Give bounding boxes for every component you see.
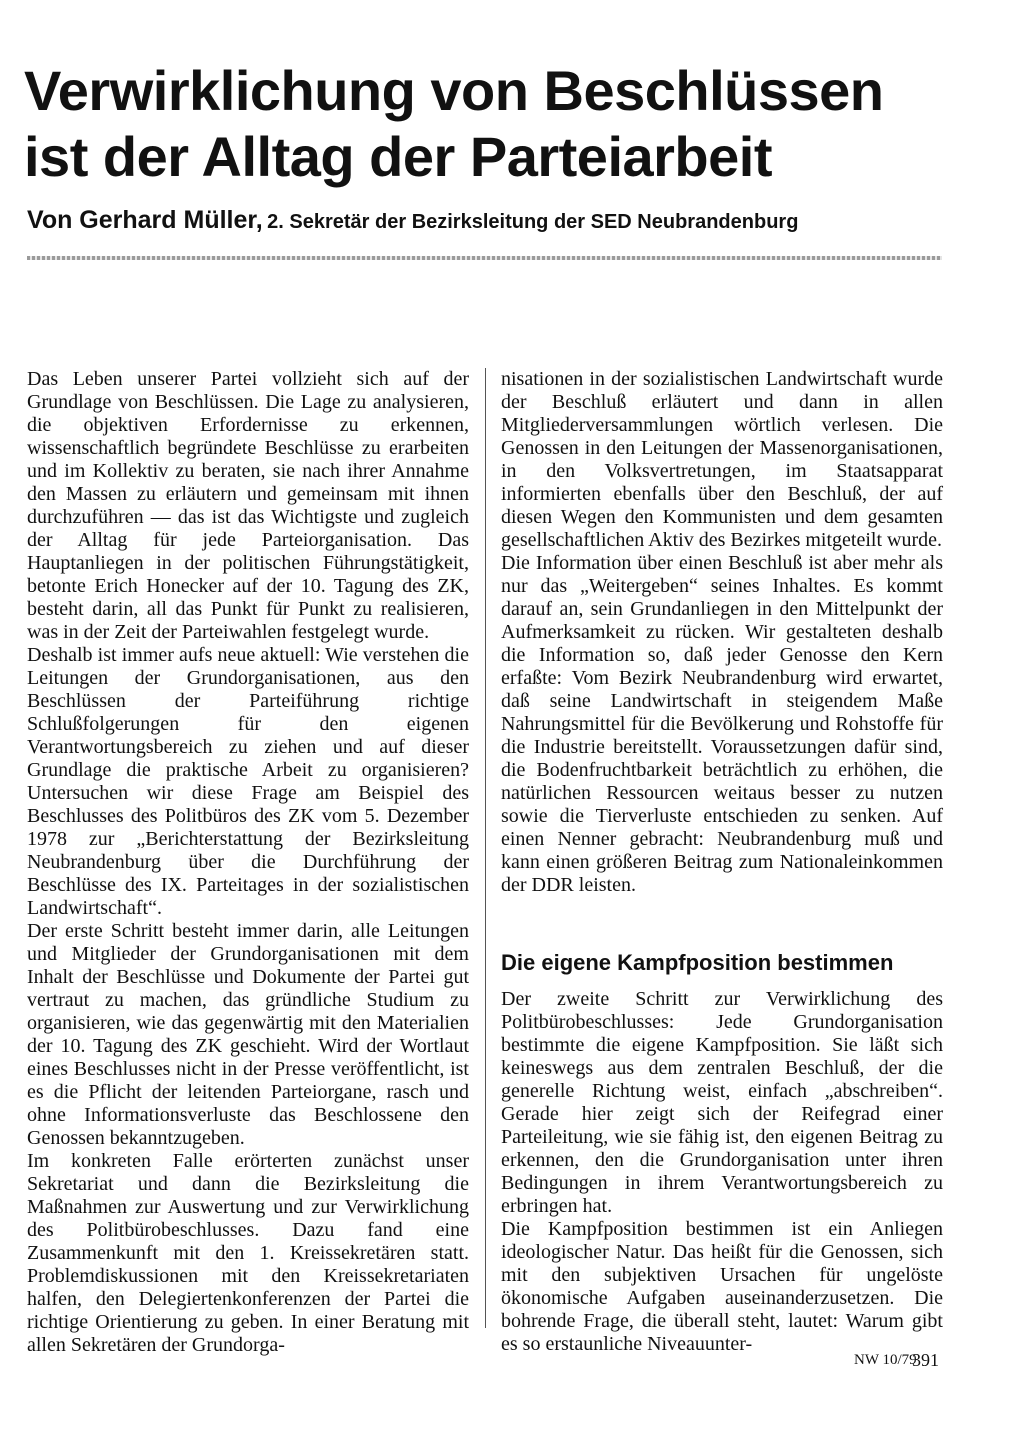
section-subheading: Die eigene Kampfposition bestimmen — [501, 950, 894, 975]
author-role: 2. Sekretär der Bezirksleitung der SED Neubrandenburg — [267, 211, 799, 233]
headline-line-1: Verwirklichung von Beschlüssen — [24, 59, 884, 122]
body-paragraph: Die Information über einen Beschluß ist aber mehr als nur das „Weitergeben“ seines Inhaltes. Es kommt darauf an, sein Grundanliegen in den Mittelpunkt der Aufmerksamkeit zu rücken. Wir gestalteten deshalb die Information so, daß jeder Genosse den Kern erfaßte: Vom Bezirk Neubrandenburg wird erwartet, daß seine Landwirtschaft in steigendem Maße Nahrungsmittel für die Bevölkerung und Rohstoffe für die Industrie bereitstellt. Voraussetzungen dafür sind, die Bodenfruchtbarkeit beträchtlich zu erhöhen, die natürlichen Ressourcen weitaus besser zu nutzen sowie die Tierverluste entschieden zu senken. Auf einen Nenner gebracht: Neubrandenburg muß und kann einen größeren Beitrag zum Nationaleinkommen der DDR leisten. — [501, 552, 943, 896]
body-paragraph: Deshalb ist immer aufs neue aktuell: Wie verstehen die Leitungen der Grundorganisationen, aus den Beschlüssen der Parteiführung richtige Schlußfolgerungen für den eigenen Verantwortungsbereich zu ziehen und auf dieser Grundlage die praktische Arbeit zu organisieren? Untersuchen wir diese Frage am Beispiel des Beschlusses des Politbüros des ZK vom 5. Dezember 1978 zur „Berichterstattung der Bezirksleitung Neubrandenburg über die Durchführung der Beschlüsse des IX. Parteitages in der sozialistischen Landwirtschaft“. — [27, 644, 469, 919]
body-paragraph: Der zweite Schritt zur Verwirklichung des Politbürobeschlusses: Jede Grundorganisation bestimmte die eigene Kampfposition. Sie läßt sich keineswegs aus dem zentralen Beschluß, der die generelle Richtung weist, einfach „abschreiben“. Gerade hier zeigt sich der Reifegrad einer Parteileitung, wie sie fähig ist, den eigenen Beitrag zu erkennen, den die Grundorganisation unter ihren Bedingungen in ihrem Verantwortungsbereich zu erbringen hat. — [501, 988, 943, 1217]
body-paragraph: Im konkreten Falle erörterten zunächst unser Sekretariat und dann die Bezirksleitung die Maßnahmen zur Auswertung und zur Verwirklichung des Politbürobeschlusses. Dazu fand eine Zusammenkunft mit den 1. Kreissekretären statt. Problemdiskussionen mit den Kreissekretariaten halfen, den Delegiertenkonferenzen der Partei die richtige Orientierung zu geben. In einer Beratung mit allen Sekretären der Grundorga- — [27, 1150, 469, 1356]
page-number: 391 — [912, 1350, 939, 1370]
body-column-right-top — [501, 368, 943, 897]
headline-line-2: ist der Alltag der Parteiarbeit — [24, 125, 772, 188]
column-divider — [485, 368, 486, 1328]
body-column-right-bottom — [501, 988, 943, 1356]
header-divider — [27, 256, 942, 260]
body-paragraph: Die Kampfposition bestimmen ist ein Anliegen ideologischer Natur. Das heißt für die Genossen, sich mit den subjektiven Ursachen für ungelöste ökonomische Aufgaben auseinanderzusetzen. Die bohrende Frage, die überall steht, lautet: Warum gibt es so erstaunliche Niveauunter- — [501, 1218, 943, 1355]
journal-reference: NW 10/79 — [854, 1352, 917, 1368]
article-headline — [24, 58, 1004, 190]
body-paragraph: nisationen in der sozialistischen Landwirtschaft wurde der Beschluß erläutert und dann in allen Mitgliederversammlungen wörtlich verlesen. Die Genossen in den Leitungen der Massenorganisationen, in den Volksvertretungen, im Staatsapparat informierten ebenfalls über den Beschluß, der auf diesen Wegen den Kommunisten und dem gesamten gesellschaftlichen Aktiv des Bezirkes mitgeteilt wurde. — [501, 368, 943, 551]
body-paragraph: Das Leben unserer Partei vollzieht sich auf der Grundlage von Beschlüssen. Die Lage zu analysieren, die objektiven Erfordernisse zu erkennen, wissenschaftlich begründete Beschlüsse zu erarbeiten und im Kollektiv zu beraten, sie nach ihrer Annahme den Massen zu erläutern und gemeinsam mit ihnen durchzuführen — das ist das Wichtigste und zugleich der Alltag für jede Parteiorganisation. Das Hauptanliegen in der politischen Führungstätigkeit, betonte Erich Honecker auf der 10. Tagung des ZK, besteht darin, all das Punkt für Punkt zu realisieren, was in der Zeit der Parteiwahlen festgelegt wurde. — [27, 368, 469, 643]
author-name: Von Gerhard Müller, — [27, 206, 263, 234]
body-paragraph: Der erste Schritt besteht immer darin, alle Leitungen und Mitglieder der Grundorganisationen mit dem Inhalt der Beschlüsse und Dokumente der Partei gut vertraut zu machen, das gründliche Studium zu organisieren, wie das gegenwärtig mit den Materialien der 10. Tagung des ZK geschieht. Wird der Wortlaut eines Beschlusses nicht in der Presse veröffentlicht, ist es die Pflicht der leitenden Parteiorgane, rasch und ohne Informationsverluste das Beschlossene den Genossen bekanntzugeben. — [27, 920, 469, 1149]
body-column-left — [27, 368, 469, 1357]
byline — [27, 206, 1007, 235]
